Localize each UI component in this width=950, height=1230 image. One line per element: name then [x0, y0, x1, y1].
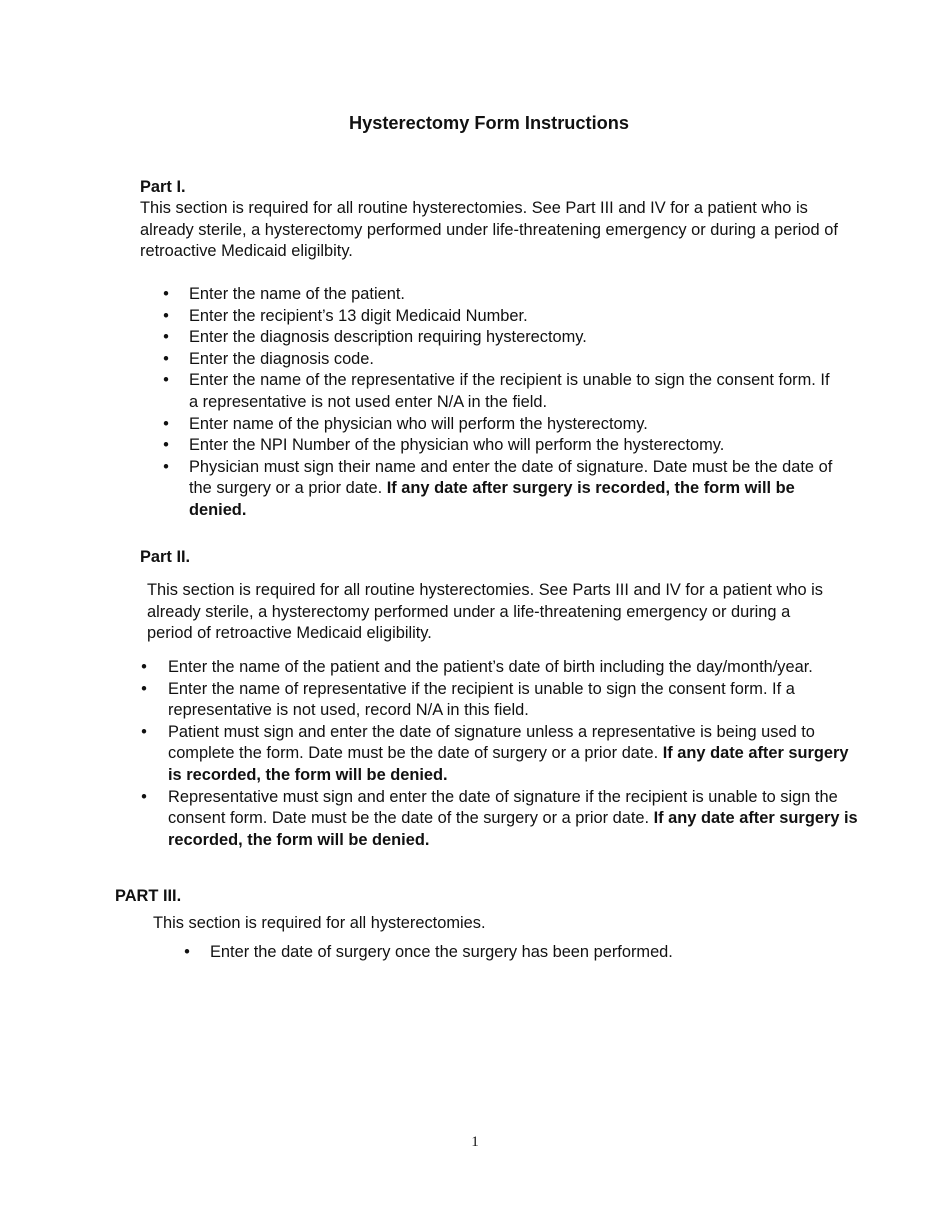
- list-item-text: Enter the name of the representative if the recipient is unable to sign the consent form. If a representative is not used enter N/A in the field.: [189, 371, 830, 411]
- part3-list: [184, 942, 810, 964]
- list-item-text: Enter name of the physician who will perform the hysterectomy.: [189, 414, 648, 433]
- bullet-icon: •: [163, 285, 169, 303]
- part1-intro: This section is required for all routine hysterectomies. See Part III and IV for a patient who is already sterile, a hysterectomy performed under life-threatening emergency or during a period of retroactive Medicaid eligilbity.: [140, 199, 838, 261]
- bullet-icon: •: [163, 436, 169, 455]
- list-item-text: Enter the diagnosis description requiring hysterectomy.: [189, 328, 587, 347]
- bullet-icon: •: [141, 787, 147, 806]
- list-item: [163, 457, 839, 522]
- list-item: [163, 306, 839, 328]
- part1-list: [163, 284, 839, 522]
- list-item-warning: If any date after surgery is recorded, the form will be denied.: [168, 744, 849, 784]
- list-item-text: Enter the recipient’s 13 digit Medicaid Number.: [189, 306, 528, 325]
- bullet-icon: •: [184, 943, 190, 961]
- list-item: [163, 284, 839, 306]
- part1-heading: Part I.: [140, 178, 186, 196]
- part2-intro: This section is required for all routine hysterectomies. See Parts III and IV for a patient who is already sterile, a hysterectomy performed under a life-threatening emergency or during a period of retroactive Medicaid eligibility.: [147, 581, 823, 643]
- list-item-warning: If any date after surgery is recorded, the form will be denied.: [168, 809, 858, 849]
- bullet-icon: •: [163, 371, 169, 390]
- list-item: [184, 942, 810, 964]
- list-item: [141, 679, 858, 722]
- list-item: [141, 722, 858, 787]
- bullet-icon: •: [163, 457, 169, 476]
- bullet-icon: •: [141, 658, 147, 676]
- bullet-icon: •: [163, 414, 169, 433]
- list-item: [141, 787, 858, 852]
- part3-intro: This section is required for all hysterectomies.: [153, 914, 486, 932]
- list-item-text: Enter the date of surgery once the surgery has been performed.: [210, 943, 673, 961]
- list-item-warning: If any date after surgery is recorded, the form will be denied.: [189, 479, 795, 519]
- list-item: [163, 370, 839, 413]
- list-item-text: Patient must sign and enter the date of signature unless a representative is being used to complete the form. Date must be the date of surgery or a prior date.: [168, 722, 815, 763]
- list-item-text: Enter the name of representative if the recipient is unable to sign the consent form. If a representative is not used, record N/A in this field.: [168, 679, 795, 720]
- list-item: [163, 435, 839, 457]
- bullet-icon: •: [163, 328, 169, 347]
- bullet-icon: •: [163, 306, 169, 325]
- bullet-icon: •: [141, 722, 147, 741]
- list-item: [141, 657, 858, 679]
- list-item: [163, 349, 839, 371]
- bullet-icon: •: [163, 349, 169, 368]
- list-item-text: Enter the name of the patient and the patient’s date of birth including the day/month/year.: [168, 658, 813, 676]
- list-item: [163, 327, 839, 349]
- list-item-text: Enter the diagnosis code.: [189, 349, 374, 368]
- list-item-text: Enter the NPI Number of the physician who will perform the hysterectomy.: [189, 436, 725, 455]
- list-item-text: Representative must sign and enter the date of signature if the recipient is unable to sign the consent form. Date must be the date of the surgery or a prior date.: [168, 787, 838, 828]
- part2-heading: Part II.: [140, 548, 191, 566]
- list-item: [163, 414, 839, 436]
- bullet-icon: •: [141, 679, 147, 698]
- list-item-text: Enter the name of the patient.: [189, 285, 405, 303]
- page-number: 1: [471, 1134, 479, 1150]
- page-title: Hysterectomy Form Instructions: [349, 113, 629, 133]
- part3-heading: PART III.: [115, 887, 182, 905]
- part2-list: [141, 657, 858, 851]
- list-item-text: Physician must sign their name and enter the date of signature. Date must be the date of the surgery or a prior date.: [189, 457, 833, 498]
